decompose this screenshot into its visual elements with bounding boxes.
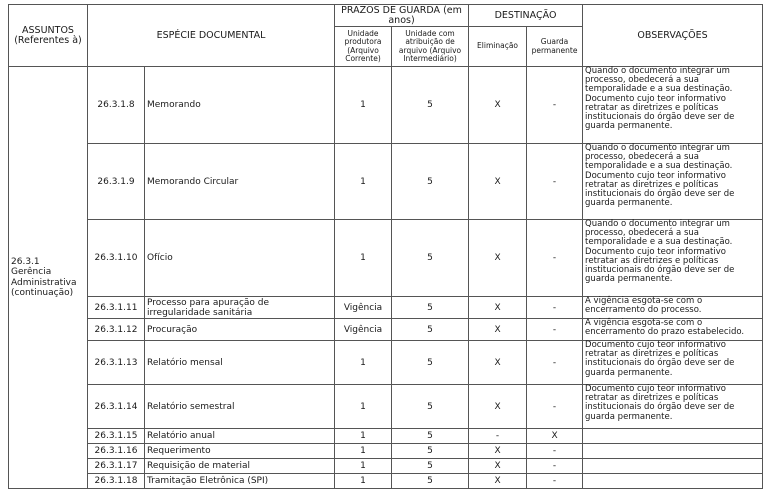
row-species: Requisição de material <box>145 459 335 474</box>
header-destinacao: DESTINAÇÃO <box>469 5 583 27</box>
row-guarda-permanente: - <box>527 220 583 297</box>
row-eliminacao: X <box>469 67 527 144</box>
row-species: Relatório semestral <box>145 385 335 429</box>
table-row <box>9 67 763 144</box>
table-row <box>9 474 763 489</box>
row-eliminacao: X <box>469 385 527 429</box>
row-code: 26.3.1.14 <box>88 385 145 429</box>
row-species: Procuração <box>145 319 335 341</box>
row-species: Relatório mensal <box>145 341 335 385</box>
row-arquivo-intermediario: 5 <box>392 319 469 341</box>
header-observacoes: OBSERVAÇÕES <box>583 5 763 67</box>
row-code: 26.3.1.12 <box>88 319 145 341</box>
row-eliminacao: X <box>469 474 527 489</box>
row-guarda-permanente: - <box>527 341 583 385</box>
row-arquivo-corrente: Vigência <box>335 297 392 319</box>
table-row <box>9 444 763 459</box>
row-eliminacao: X <box>469 144 527 220</box>
row-guarda-permanente: - <box>527 444 583 459</box>
row-arquivo-corrente: 1 <box>335 144 392 220</box>
header-especie-documental: ESPÉCIE DOCUMENTAL <box>88 5 335 67</box>
subject-code: 26.3.1 <box>11 256 40 267</box>
row-guarda-permanente: - <box>527 297 583 319</box>
table-row <box>9 429 763 444</box>
table-row <box>9 459 763 474</box>
row-arquivo-corrente: 1 <box>335 474 392 489</box>
row-guarda-permanente: - <box>527 459 583 474</box>
row-arquivo-intermediario: 5 <box>392 67 469 144</box>
row-arquivo-corrente: 1 <box>335 429 392 444</box>
retention-table-wrapper <box>8 4 762 489</box>
header-assuntos: ASSUNTOS (Referentes à) <box>9 5 88 67</box>
row-observacoes <box>583 459 763 474</box>
table-row <box>9 319 763 341</box>
row-observacoes: A vigência esgota-se com o encerramento do prazo estabelecido. <box>583 319 763 341</box>
row-code: 26.3.1.13 <box>88 341 145 385</box>
table-row <box>9 220 763 297</box>
row-code: 26.3.1.10 <box>88 220 145 297</box>
row-arquivo-intermediario: 5 <box>392 220 469 297</box>
row-species: Relatório anual <box>145 429 335 444</box>
row-guarda-permanente: - <box>527 319 583 341</box>
row-arquivo-intermediario: 5 <box>392 429 469 444</box>
row-arquivo-corrente: Vigência <box>335 319 392 341</box>
header-prazos-de-guarda: PRAZOS DE GUARDA (em anos) <box>335 5 469 27</box>
header-eliminacao: Eliminação <box>469 27 527 67</box>
row-code: 26.3.1.18 <box>88 474 145 489</box>
row-observacoes: Quando o documento integrar um processo, obedecerá a sua temporalidade e a sua destinação. Documento cujo teor informativo retratar as diretrizes e políticas institucionais do órgão deve ser de guarda permanente. <box>583 220 763 297</box>
row-arquivo-intermediario: 5 <box>392 144 469 220</box>
row-arquivo-intermediario: 5 <box>392 341 469 385</box>
row-arquivo-corrente: 1 <box>335 220 392 297</box>
table-row <box>9 385 763 429</box>
row-guarda-permanente: - <box>527 385 583 429</box>
row-eliminacao: X <box>469 220 527 297</box>
row-observacoes <box>583 444 763 459</box>
row-arquivo-corrente: 1 <box>335 341 392 385</box>
row-guarda-permanente: - <box>527 144 583 220</box>
row-eliminacao: X <box>469 297 527 319</box>
row-arquivo-corrente: 1 <box>335 67 392 144</box>
row-observacoes: Documento cujo teor informativo retratar as diretrizes e políticas institucionais do órgão deve ser de guarda permanente. <box>583 385 763 429</box>
row-eliminacao: X <box>469 444 527 459</box>
row-species: Tramitação Eletrônica (SPI) <box>145 474 335 489</box>
row-eliminacao: X <box>469 341 527 385</box>
row-arquivo-corrente: 1 <box>335 444 392 459</box>
row-observacoes: A vigência esgota-se com o encerramento do processo. <box>583 297 763 319</box>
row-eliminacao: X <box>469 459 527 474</box>
table-row <box>9 297 763 319</box>
row-observacoes: Quando o documento integrar um processo, obedecerá a sua temporalidade e a sua destinação. Documento cujo teor informativo retratar as diretrizes e políticas institucionais do órgão deve ser de guarda permanente. <box>583 67 763 144</box>
row-guarda-permanente: - <box>527 474 583 489</box>
table-row <box>9 144 763 220</box>
table-row <box>9 341 763 385</box>
header-unidade-atribuicao: Unidade com atribuição de arquivo (Arquivo Intermediário) <box>392 27 469 67</box>
row-observacoes <box>583 429 763 444</box>
header-unidade-produtora: Unidade produtora (Arquivo Corrente) <box>335 27 392 67</box>
row-arquivo-intermediario: 5 <box>392 297 469 319</box>
row-species: Requerimento <box>145 444 335 459</box>
row-species: Ofício <box>145 220 335 297</box>
row-code: 26.3.1.17 <box>88 459 145 474</box>
row-guarda-permanente: X <box>527 429 583 444</box>
row-arquivo-corrente: 1 <box>335 459 392 474</box>
subject-name: Gerência Administrativa (continuação) <box>11 267 77 298</box>
row-eliminacao: - <box>469 429 527 444</box>
retention-table <box>8 4 763 489</box>
row-observacoes: Quando o documento integrar um processo, obedecerá a sua temporalidade e a sua destinação. Documento cujo teor informativo retratar as diretrizes e políticas institucionais do órgão deve ser de guarda permanente. <box>583 144 763 220</box>
row-species: Memorando Circular <box>145 144 335 220</box>
row-code: 26.3.1.9 <box>88 144 145 220</box>
subject-cell <box>9 67 88 489</box>
row-arquivo-intermediario: 5 <box>392 459 469 474</box>
header-guarda-permanente: Guarda permanente <box>527 27 583 67</box>
row-arquivo-intermediario: 5 <box>392 474 469 489</box>
row-observacoes: Documento cujo teor informativo retratar as diretrizes e políticas institucionais do órgão deve ser de guarda permanente. <box>583 341 763 385</box>
row-guarda-permanente: - <box>527 67 583 144</box>
row-arquivo-intermediario: 5 <box>392 385 469 429</box>
row-code: 26.3.1.15 <box>88 429 145 444</box>
row-code: 26.3.1.8 <box>88 67 145 144</box>
row-species: Processo para apuração de irregularidade sanitária <box>145 297 335 319</box>
row-eliminacao: X <box>469 319 527 341</box>
row-arquivo-corrente: 1 <box>335 385 392 429</box>
row-species: Memorando <box>145 67 335 144</box>
row-code: 26.3.1.16 <box>88 444 145 459</box>
row-code: 26.3.1.11 <box>88 297 145 319</box>
row-observacoes <box>583 474 763 489</box>
row-arquivo-intermediario: 5 <box>392 444 469 459</box>
